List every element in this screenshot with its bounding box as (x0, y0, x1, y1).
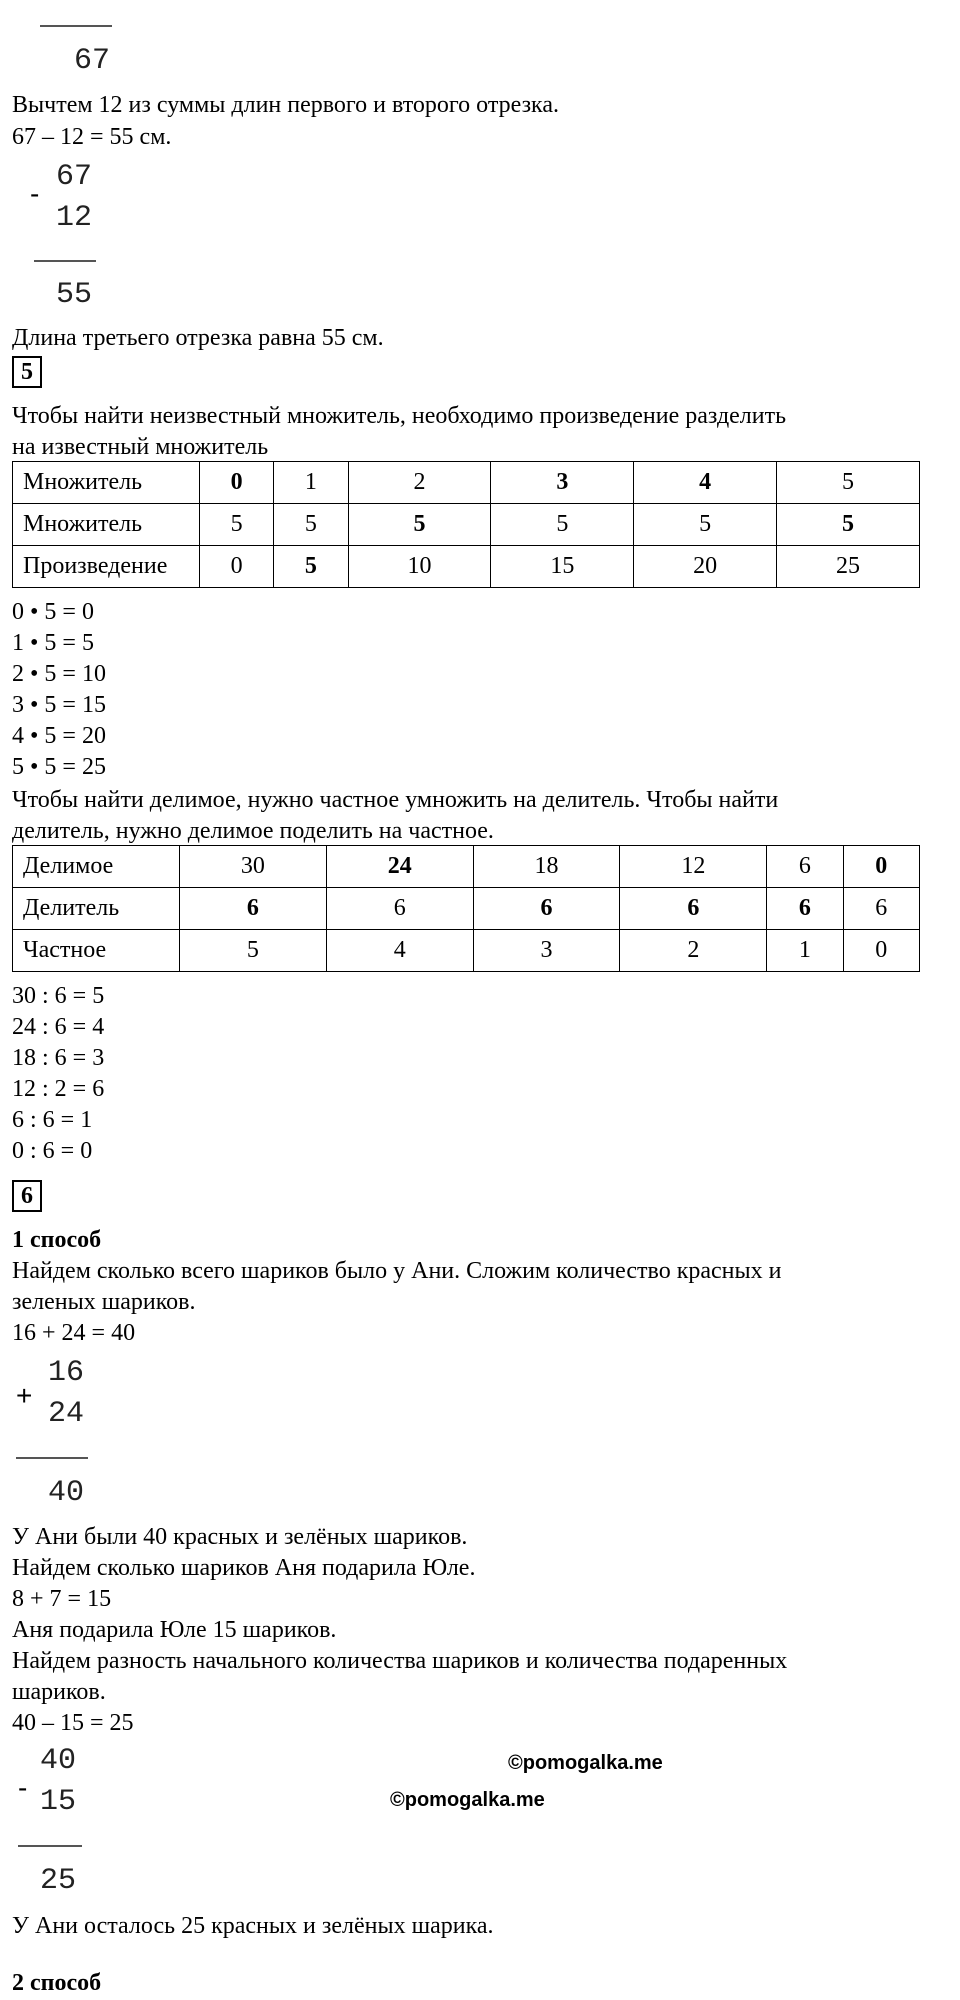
table-cell: 5 (491, 504, 634, 546)
table-cell: 30 (180, 846, 327, 888)
table-cell: 1 (274, 462, 348, 504)
equation-line: 30 : 6 = 5 (12, 983, 105, 1009)
table-row (13, 846, 920, 888)
table-cell: 5 (777, 504, 920, 546)
table-cell: 4 (326, 930, 473, 972)
method-1-heading: 1 способ (12, 1227, 102, 1253)
text-third-segment: Длина третьего отрезка равна 55 см. (12, 325, 384, 351)
equation-line: 18 : 6 = 3 (12, 1045, 105, 1071)
table-cell: 2 (620, 930, 767, 972)
task6-text3: Найдем сколько шариков Аня подарила Юле. (12, 1555, 476, 1581)
column-rule (18, 1845, 82, 1847)
column-rule (34, 260, 96, 262)
table-row (13, 504, 920, 546)
equation-line: 4 • 5 = 20 (12, 723, 106, 749)
table-cell: 25 (777, 546, 920, 588)
task6-text1-line1: Найдем сколько всего шариков было у Ани. Сложим количество красных и (12, 1258, 782, 1284)
task5-intro2-line1: Чтобы найти делимое, нужно частное умножить на делитель. Чтобы найти (12, 787, 779, 813)
table-row (13, 546, 920, 588)
table-cell: 5 (180, 930, 327, 972)
table-cell: 4 (634, 462, 777, 504)
row-label: Частное (13, 930, 180, 972)
table-cell: 5 (348, 504, 491, 546)
equation-line: 0 : 6 = 0 (12, 1138, 93, 1164)
column-sum: 40 (48, 1476, 85, 1510)
task6-text6: У Ани осталось 25 красных и зелёных шарика. (12, 1913, 494, 1939)
column-minuend-2: 40 (40, 1744, 77, 1778)
table-cell: 6 (620, 888, 767, 930)
table-cell: 1 (767, 930, 843, 972)
task6-text5-line1: Найдем разность начального количества шариков и количества подаренных (12, 1648, 788, 1674)
task6-equation-gift: 8 + 7 = 15 (12, 1586, 112, 1612)
watermark: ©pomogalka.me (508, 1752, 663, 1774)
division-table (12, 845, 920, 972)
watermark: ©pomogalka.me (390, 1789, 545, 1811)
table-cell: 5 (634, 504, 777, 546)
row-label: Делимое (13, 846, 180, 888)
table-cell: 6 (180, 888, 327, 930)
task6-text4: Аня подарила Юле 15 шариков. (12, 1617, 337, 1643)
task6-text1-line2: зеленых шариков. (12, 1289, 196, 1315)
row-label: Произведение (13, 546, 200, 588)
table-cell: 0 (843, 846, 919, 888)
table-cell: 6 (767, 888, 843, 930)
column-rule (16, 1457, 88, 1459)
equation-line: 6 : 6 = 1 (12, 1107, 93, 1133)
task-number-5: 5 (12, 356, 42, 388)
column-sum-result: 67 (74, 44, 111, 78)
table-cell: 5 (274, 546, 348, 588)
table-row (13, 462, 920, 504)
task6-text2: У Ани были 40 красных и зелёных шариков. (12, 1524, 468, 1550)
column-addend-1: 16 (48, 1356, 85, 1390)
task-number-6: 6 (12, 1180, 42, 1212)
equation-line: 5 • 5 = 25 (12, 754, 106, 780)
table-cell: 5 (200, 504, 274, 546)
table-cell: 0 (843, 930, 919, 972)
column-addend-2: 24 (48, 1397, 85, 1431)
table-cell: 2 (348, 462, 491, 504)
equation-line: 0 • 5 = 0 (12, 599, 94, 625)
table-cell: 18 (473, 846, 620, 888)
equation-subtract: 67 – 12 = 55 см. (12, 124, 172, 150)
table-cell: 5 (274, 504, 348, 546)
equation-line: 1 • 5 = 5 (12, 630, 94, 656)
task6-text5-line2: шариков. (12, 1679, 106, 1705)
row-label: Множитель (13, 504, 200, 546)
task6-equation-add: 16 + 24 = 40 (12, 1320, 136, 1346)
column-difference: 55 (56, 278, 93, 312)
column-subtrahend: 12 (56, 201, 93, 235)
table-cell: 0 (200, 546, 274, 588)
text-subtract-intro: Вычтем 12 из суммы длин первого и второго отрезка. (12, 92, 559, 118)
row-label: Множитель (13, 462, 200, 504)
table-row (13, 888, 920, 930)
table-cell: 20 (634, 546, 777, 588)
table-cell: 6 (473, 888, 620, 930)
table-row (13, 930, 920, 972)
task5-intro2-line2: делитель, нужно делимое поделить на частное. (12, 818, 494, 844)
row-label: Делитель (13, 888, 180, 930)
equation-line: 24 : 6 = 4 (12, 1014, 105, 1040)
task5-intro-line1: Чтобы найти неизвестный множитель, необходимо произведение разделить (12, 403, 787, 429)
equation-line: 12 : 2 = 6 (12, 1076, 105, 1102)
column-minus-sign-2: - (18, 1772, 28, 1803)
table-cell: 24 (326, 846, 473, 888)
table-cell: 6 (767, 846, 843, 888)
equation-line: 3 • 5 = 15 (12, 692, 106, 718)
table-cell: 15 (491, 546, 634, 588)
table-cell: 3 (473, 930, 620, 972)
equation-line: 2 • 5 = 10 (12, 661, 106, 687)
method-2-heading: 2 способ (12, 1970, 102, 1996)
column-sum-rule (40, 25, 112, 27)
task6-equation-remain: 40 – 15 = 25 (12, 1710, 134, 1736)
table-cell: 5 (777, 462, 920, 504)
column-minuend: 67 (56, 160, 93, 194)
multiplication-table (12, 461, 920, 588)
column-plus-sign: + (16, 1380, 33, 1411)
column-minus-sign: - (30, 178, 40, 209)
table-cell: 10 (348, 546, 491, 588)
table-cell: 0 (200, 462, 274, 504)
column-difference-2: 25 (40, 1864, 77, 1898)
table-cell: 12 (620, 846, 767, 888)
table-cell: 6 (326, 888, 473, 930)
table-cell: 6 (843, 888, 919, 930)
task5-intro-line2: на известный множитель (12, 434, 269, 460)
table-cell: 3 (491, 462, 634, 504)
column-subtrahend-2: 15 (40, 1785, 77, 1819)
